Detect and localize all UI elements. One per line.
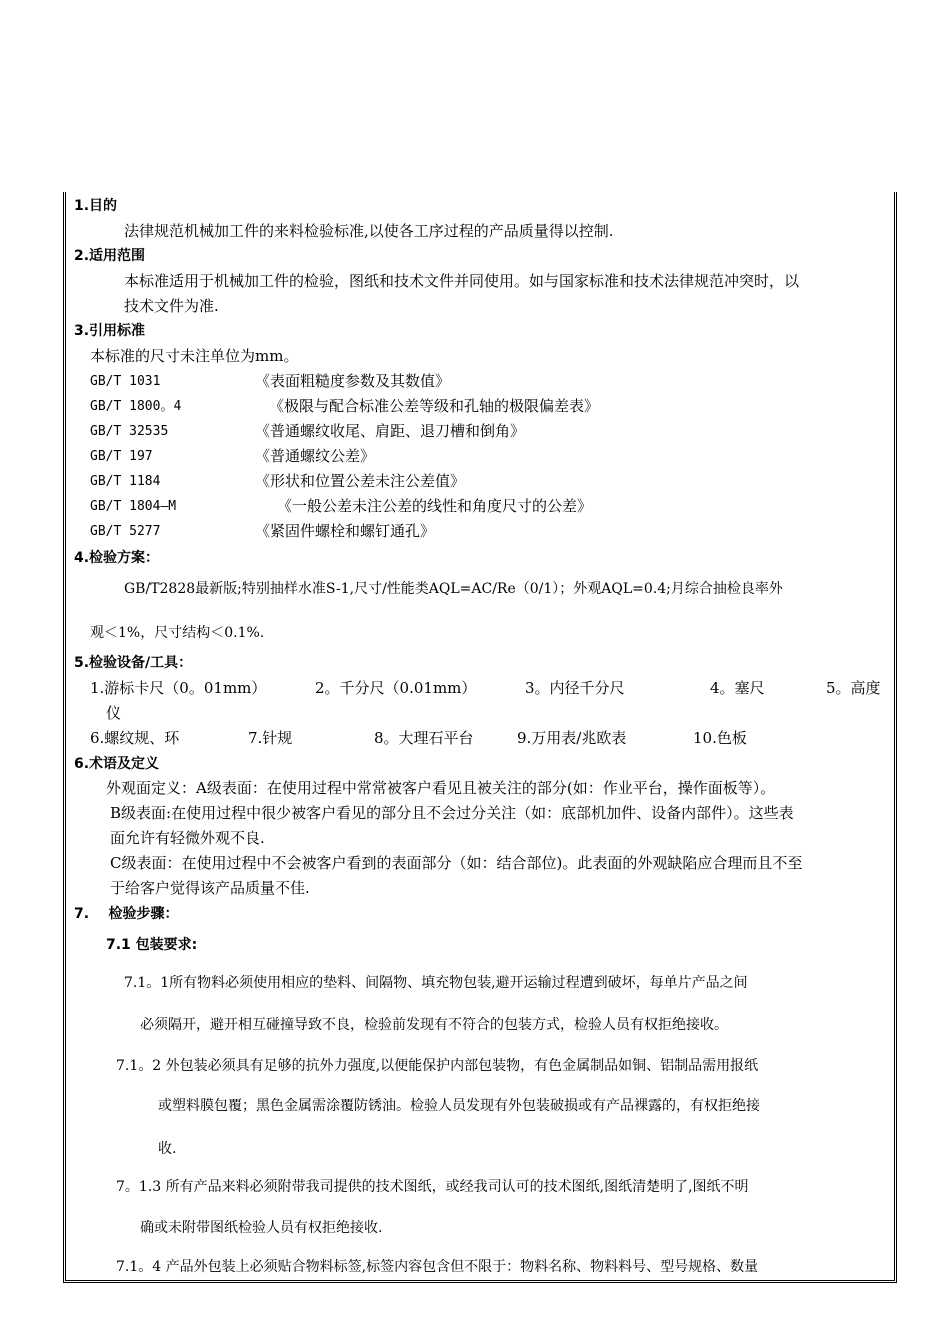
ref-code: GB/T 1031 xyxy=(90,374,161,389)
tool-item: 3。内径千分尺 xyxy=(525,679,625,697)
section-2-text-1: 本标准适用于机械加工件的检验，图纸和技术文件并同使用。如与国家标准和技术法律规范冲突时，以 xyxy=(124,272,800,290)
tool-item: 7.针规 xyxy=(248,729,293,747)
tool-item: 6.螺纹规、环 xyxy=(90,729,180,747)
section-3-note: 本标准的尺寸未注单位为mm。 xyxy=(90,347,299,365)
item-7-1-3-line-2: 确或未附带图纸检验人员有权拒绝接收. xyxy=(140,1220,383,1236)
item-7-1-1-line-1: 7.1。1所有物料必须使用相应的垫料、间隔物、填充物包装,避开运输过程遭到破坏，每单片产品之间 xyxy=(124,975,748,991)
section-2-title: 2.适用范围 xyxy=(74,248,146,264)
section-4-text-2: 观＜1%，尺寸结构＜0.1%. xyxy=(90,625,265,641)
item-7-1-4-line-1: 7.1。4 产品外包装上必须贴合物料标签,标签内容包含但不限于：物料名称、物料料号、型号规格、数量 xyxy=(116,1259,759,1275)
item-7-1-2-line-3: 收. xyxy=(158,1141,177,1157)
section-7-1-title: 7.1 包装要求: xyxy=(106,937,198,953)
section-4-title: 4.检验方案： xyxy=(74,550,160,566)
item-7-1-2-line-1: 7.1。2 外包装必须具有足够的抗外力强度,以便能保护内部包装物，有色金属制品如铜、铝制品需用报纸 xyxy=(116,1058,759,1074)
tool-item: 4。塞尺 xyxy=(710,679,765,697)
ref-code: GB/T 32535 xyxy=(90,424,169,439)
ref-name: 《极限与配合标准公差等级和孔轴的极限偏差表》 xyxy=(269,397,600,415)
definition-b-1: B级表面:在使用过程中很少被客户看见的部分且不会过分关注（如：底部机加件、设备内部件）。这些表 xyxy=(110,804,794,822)
ref-name: 《普通螺纹收尾、肩距、退刀槽和倒角》 xyxy=(255,422,526,440)
ref-code: GB/T 1800。4 xyxy=(90,399,182,414)
ref-name: 《表面粗糙度参数及其数值》 xyxy=(255,372,451,390)
tool-item: 1.游标卡尺（0。01mm） xyxy=(90,679,267,697)
ref-code: GB/T 197 xyxy=(90,449,153,464)
section-1-title: 1.目的 xyxy=(74,198,118,214)
section-1-text: 法律规范机械加工件的来料检验标准,以使各工序过程的产品质量得以控制. xyxy=(124,222,614,240)
section-6-title: 6.术语及定义 xyxy=(74,756,160,772)
tool-item-wrap: 仪 xyxy=(106,704,122,722)
section-7-title: 7. 检验步骤： xyxy=(74,906,179,922)
ref-name: 《紧固件螺栓和螺钉通孔》 xyxy=(255,522,436,540)
tool-item: 10.色板 xyxy=(693,729,747,747)
definition-b-2: 面允许有轻微外观不良. xyxy=(110,829,265,847)
definition-a: 外观面定义：A级表面：在使用过程中常常被客户看见且被关注的部分(如：作业平台，操作面板等）。 xyxy=(106,779,776,797)
item-7-1-1-line-2: 必须隔开，避开相互碰撞导致不良，检验前发现有不符合的包装方式，检验人员有权拒绝接收。 xyxy=(140,1017,728,1033)
ref-code: GB/T 1804—M xyxy=(90,499,177,514)
ref-code: GB/T 5277 xyxy=(90,524,161,539)
tool-item: 2。千分尺（0.01mm） xyxy=(315,679,477,697)
item-7-1-3-line-1: 7。1.3 所有产品来料必须附带我司提供的技术图纸，或经我司认可的技术图纸,图纸清楚明了,图纸不明 xyxy=(116,1179,749,1195)
section-4-text-1: GB/T2828最新版;特别抽样水准S-1,尺寸/性能类AQL=AC/Re（0/1）；外观AQL=0.4;月综合抽检良率外 xyxy=(124,581,783,597)
ref-name: 《一般公差未注公差的线性和角度尺寸的公差》 xyxy=(277,497,593,515)
item-7-1-2-line-2: 或塑料膜包覆；黑色金属需涂覆防锈油。检验人员发现有外包装破损或有产品裸露的，有权拒绝接 xyxy=(158,1098,760,1114)
ref-code: GB/T 1184 xyxy=(90,474,161,489)
tool-item: 5。高度 xyxy=(826,679,881,697)
ref-name: 《形状和位置公差未注公差值》 xyxy=(255,472,466,490)
tool-item: 9.万用表/兆欧表 xyxy=(517,729,627,747)
definition-c-2: 于给客户觉得该产品质量不佳. xyxy=(110,879,310,897)
definition-c-1: C级表面：在使用过程中不会被客户看到的表面部分（如：结合部位)。此表面的外观缺陷应合理而且不至 xyxy=(110,854,803,872)
section-5-title: 5.检验设备/工具： xyxy=(74,655,193,671)
section-2-text-2: 技术文件为准. xyxy=(124,297,219,315)
section-3-title: 3.引用标准 xyxy=(74,323,146,339)
ref-name: 《普通螺纹公差》 xyxy=(255,447,376,465)
tool-item: 8。大理石平台 xyxy=(374,729,474,747)
